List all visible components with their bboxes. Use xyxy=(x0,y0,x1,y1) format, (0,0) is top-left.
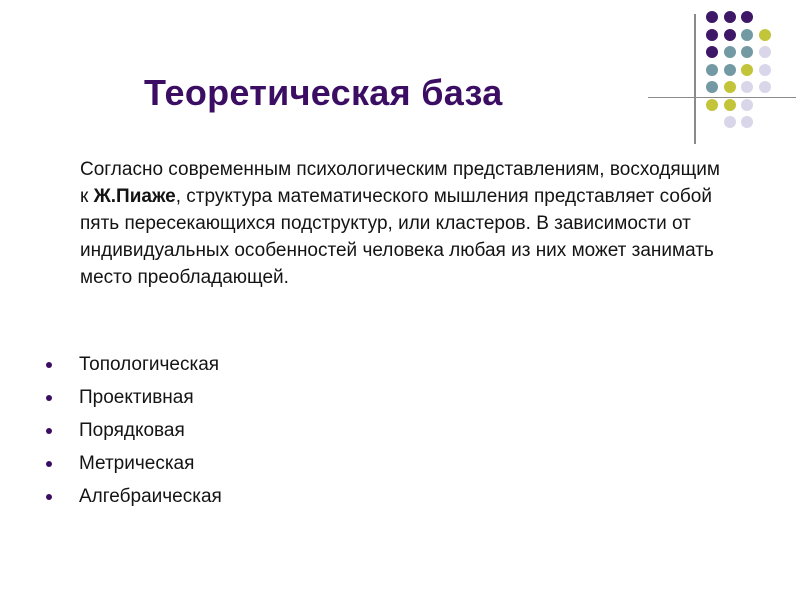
decorative-dot xyxy=(706,99,718,111)
list-item-label: Алгебраическая xyxy=(79,486,222,507)
decorative-dot xyxy=(741,99,753,111)
decorative-dot xyxy=(759,29,771,41)
decorative-dot xyxy=(724,29,736,41)
decorative-dot xyxy=(724,116,736,128)
list-item xyxy=(46,480,222,513)
decorative-vertical-line xyxy=(694,14,696,144)
decorative-dot xyxy=(741,46,753,58)
decorative-dot xyxy=(706,64,718,76)
list-item xyxy=(46,414,222,447)
decorative-dot xyxy=(706,46,718,58)
body-paragraph xyxy=(80,156,720,291)
decorative-dot xyxy=(706,81,718,93)
decorative-dot xyxy=(759,64,771,76)
paragraph-bold-name: Ж.Пиаже xyxy=(93,186,176,207)
paragraph-text-before: Согласно современным психологическим представлениям, восходящим к xyxy=(80,159,720,207)
bullet-dot-icon xyxy=(46,428,52,434)
slide-title: Теоретическая база xyxy=(144,72,503,113)
decorative-dot xyxy=(724,11,736,23)
decorative-dot xyxy=(724,46,736,58)
list-item xyxy=(46,348,222,381)
decorative-dot xyxy=(741,116,753,128)
decorative-dot xyxy=(741,64,753,76)
list-item xyxy=(46,381,222,414)
bullet-dot-icon xyxy=(46,362,52,368)
decorative-dot xyxy=(759,46,771,58)
decorative-dot-grid xyxy=(706,11,786,131)
decorative-dot xyxy=(706,11,718,23)
list-item xyxy=(46,447,222,480)
list-item-label: Проективная xyxy=(79,387,194,408)
list-item-label: Метрическая xyxy=(79,453,195,474)
decorative-dot xyxy=(759,81,771,93)
bullet-dot-icon xyxy=(46,461,52,467)
list-item-label: Топологическая xyxy=(79,354,220,375)
decorative-dot xyxy=(724,64,736,76)
bullet-list xyxy=(46,348,222,513)
decorative-dot xyxy=(706,29,718,41)
decorative-dot xyxy=(724,81,736,93)
decorative-dot xyxy=(724,99,736,111)
paragraph-text-after: , структура математического мышления представляет собой пять пересекающихся подструктур, или кластеров. В зависимости от индивидуальных особенностей человека любая из них может занимать место преобладающей. xyxy=(80,186,714,288)
decorative-dot xyxy=(741,81,753,93)
list-item-label: Порядковая xyxy=(79,420,185,441)
bullet-dot-icon xyxy=(46,494,52,500)
bullet-dot-icon xyxy=(46,395,52,401)
decorative-dot xyxy=(741,11,753,23)
decorative-dot xyxy=(741,29,753,41)
